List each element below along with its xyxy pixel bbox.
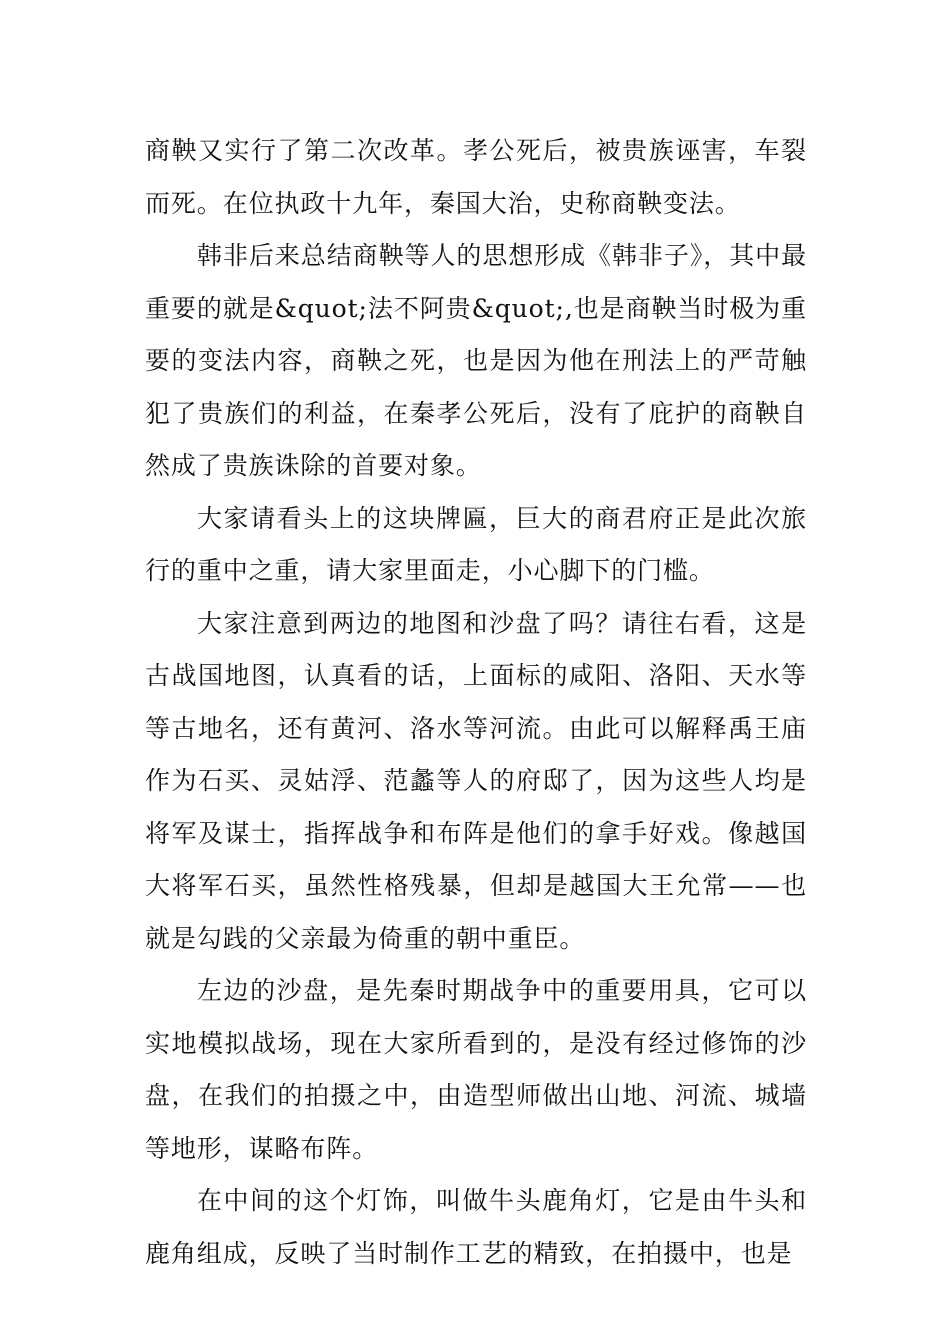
paragraph-4: 大家注意到两边的地图和沙盘了吗？请往右看，这是古战国地图，认真看的话，上面标的咸阳、洛阳、天水等等古地名，还有黄河、洛水等河流。由此可以解释禹王庙作为石买、灵姑浮、范蠡等人的府邸了，因为这些人均是将军及谋士，指挥战争和布阵是他们的拿手好戏。像越国大将军石买，虽然性格残暴，但却是越国大王允常——也就是勾践的父亲最为倚重的朝中重臣。: [145, 608, 807, 953]
paragraph-1: 商鞅又实行了第二次改革。孝公死后，被贵族诬害，车裂而死。在位执政十九年，秦国大治，史称商鞅变法。: [145, 136, 807, 218]
paragraph-3: 大家请看头上的这块牌匾，巨大的商君府正是此次旅行的重中之重，请大家里面走，小心脚下的门槛。: [145, 503, 807, 585]
paragraph-5: 左边的沙盘，是先秦时期战争中的重要用具，它可以实地模拟战场，现在大家所看到的，是没有经过修饰的沙盘，在我们的拍摄之中，由造型师做出山地、河流、城墙等地形，谋略布阵。: [145, 976, 807, 1163]
paragraph-2: 韩非后来总结商鞅等人的思想形成《韩非子》，其中最重要的就是&quot;法不阿贵&quot;,也是商鞅当时极为重要的变法内容，商鞅之死，也是因为他在刑法上的严苛触犯了贵族们的利益，在秦孝公死后，没有了庇护的商鞅自然成了贵族诛除的首要对象。: [145, 241, 807, 480]
paragraph-6: 在中间的这个灯饰，叫做牛头鹿角灯，它是由牛头和鹿角组成，反映了当时制作工艺的精致，在拍摄中，也是: [145, 1186, 807, 1268]
document-body: [145, 125, 807, 1280]
